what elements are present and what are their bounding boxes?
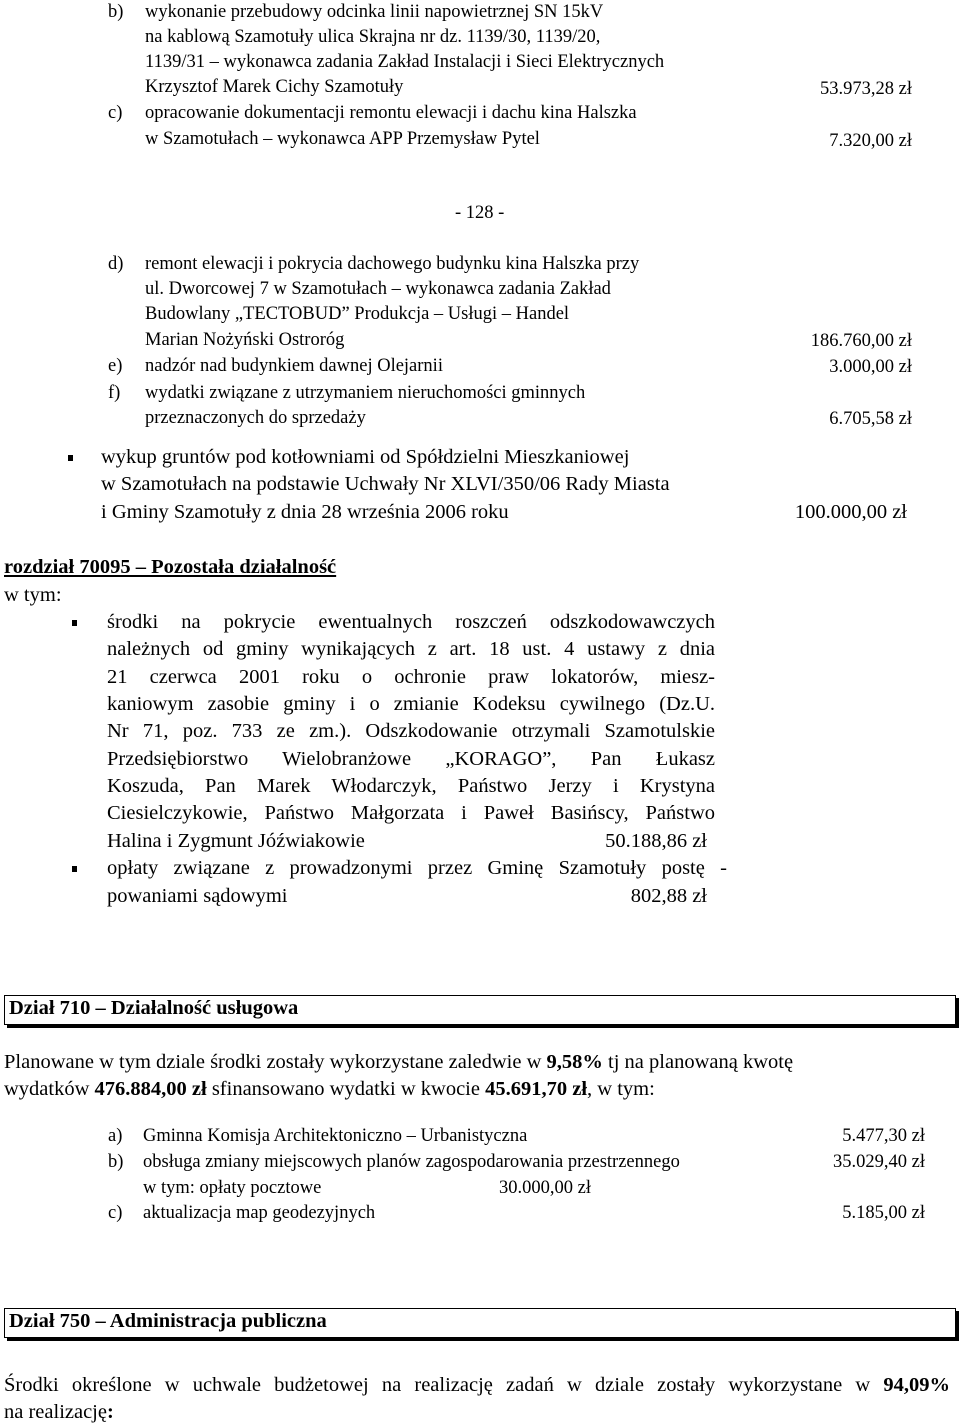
section-subtitle: w tym: bbox=[4, 584, 62, 606]
item-line: opracowanie dokumentacji remontu elewacji i dachu kina Halszka bbox=[145, 103, 637, 123]
item-line: Nr 71, poz. 733 ze zm.). Odszkodowanie otrzymali Szamotulskie bbox=[107, 720, 715, 742]
page-number: - 128 - bbox=[455, 203, 505, 223]
item-label: c) bbox=[108, 1203, 123, 1223]
item-amount: 186.760,00 zł bbox=[810, 331, 912, 351]
item-amount: 6.705,58 zł bbox=[829, 409, 912, 429]
paragraph-line: Planowane w tym dziale środki zostały wykorzystane zaledwie w 9,58% tj na planowaną kwotę bbox=[4, 1051, 794, 1073]
section-heading-710 bbox=[4, 995, 956, 1025]
item-text: aktualizacja map geodezyjnych bbox=[143, 1203, 376, 1223]
section-title: rozdział 70095 – Pozostała działalność bbox=[4, 556, 337, 578]
item-line: na kablową Szamotuły ulica Skrajna nr dz. 1139/30, 1139/20, bbox=[145, 27, 601, 47]
item-label: b) bbox=[108, 1152, 124, 1172]
item-line: 1139/31 – wykonawca zadania Zakład Instalacji i Sieci Elektrycznych bbox=[145, 52, 665, 72]
item-line: opłaty związane z prowadzonymi przez Gminę Szamotuły postę - bbox=[107, 857, 727, 879]
bullet-icon bbox=[68, 455, 73, 461]
item-line: Krzysztof Marek Cichy Szamotuły bbox=[145, 77, 404, 97]
item-label: d) bbox=[108, 254, 124, 274]
item-line: nadzór nad budynkiem dawnej Olejarnii bbox=[145, 356, 443, 376]
item-line: wykup gruntów pod kotłowniami od Spółdzielni Mieszkaniowej bbox=[101, 446, 630, 468]
item-amount: 30.000,00 zł bbox=[499, 1178, 591, 1198]
item-text: w tym: opłaty pocztowe bbox=[143, 1178, 322, 1198]
bullet-icon bbox=[72, 620, 77, 626]
item-amount: 100.000,00 zł bbox=[794, 501, 907, 523]
item-line: w Szamotułach – wykonawca APP Przemysław Pytel bbox=[145, 129, 540, 149]
item-line: wydatki związane z utrzymaniem nieruchomości gminnych bbox=[145, 383, 586, 403]
paragraph-line: wydatków 476.884,00 zł sfinansowano wydatki w kwocie 45.691,70 zł, w tym: bbox=[4, 1078, 655, 1100]
item-amount: 802,88 zł bbox=[630, 885, 707, 907]
paragraph-line: Środki określone w uchwale budżetowej na realizację zadań w dziale zostały wykorzystane w 94,09% bbox=[4, 1374, 950, 1396]
heading-text: Dział 710 – Działalność usługowa bbox=[9, 997, 299, 1019]
item-line: kaniowym zasobie gminy i o zmianie Kodeksu cywilnego (Dz.U. bbox=[107, 693, 715, 715]
item-line: powaniami sądowymi bbox=[107, 885, 288, 907]
item-line: Halina i Zygmunt Jóźwiakowie bbox=[107, 830, 365, 852]
item-amount: 7.320,00 zł bbox=[829, 131, 912, 151]
item-line: Koszuda, Pan Marek Włodarczyk, Państwo Jerzy i Krystyna bbox=[107, 775, 715, 797]
item-amount: 35.029,40 zł bbox=[833, 1152, 925, 1172]
item-amount: 5.185,00 zł bbox=[842, 1203, 925, 1223]
item-amount: 5.477,30 zł bbox=[842, 1126, 925, 1146]
item-line: przeznaczonych do sprzedaży bbox=[145, 408, 366, 428]
section-heading-750 bbox=[4, 1308, 956, 1338]
item-label: a) bbox=[108, 1126, 123, 1146]
item-line: 21 czerwca 2001 roku o ochronie praw lokatorów, miesz- bbox=[107, 666, 715, 688]
item-line: Ciesielczykowie, Państwo Małgorzata i Paweł Basińscy, Państwo bbox=[107, 802, 715, 824]
item-line: Marian Nożyński Ostroróg bbox=[145, 330, 345, 350]
item-line: i Gminy Szamotuły z dnia 28 września 2006 roku bbox=[101, 501, 509, 523]
item-amount: 50.188,86 zł bbox=[605, 830, 707, 852]
item-amount: 3.000,00 zł bbox=[829, 357, 912, 377]
paragraph-line: na realizację: bbox=[4, 1401, 114, 1423]
item-line: środki na pokrycie ewentualnych roszczeń odszkodowawczych bbox=[107, 611, 715, 633]
item-label: e) bbox=[108, 356, 123, 376]
item-text: obsługa zmiany miejscowych planów zagospodarowania przestrzennego bbox=[143, 1152, 680, 1172]
item-line: remont elewacji i pokrycia dachowego budynku kina Halszka przy bbox=[145, 254, 640, 274]
item-label: c) bbox=[108, 103, 123, 123]
item-line: ul. Dworcowej 7 w Szamotułach – wykonawca zadania Zakład bbox=[145, 279, 611, 299]
item-line: w Szamotułach na podstawie Uchwały Nr XLVI/350/06 Rady Miasta bbox=[101, 473, 670, 495]
item-text: Gminna Komisja Architektoniczno – Urbanistyczna bbox=[143, 1126, 528, 1146]
item-label: b) bbox=[108, 2, 124, 22]
item-line: Budowlany „TECTOBUD” Produkcja – Usługi – Handel bbox=[145, 304, 570, 324]
item-label: f) bbox=[108, 383, 121, 403]
item-line: należnych od gminy wynikających z art. 18 ust. 4 ustawy z dnia bbox=[107, 638, 715, 660]
heading-text: Dział 750 – Administracja publiczna bbox=[9, 1310, 327, 1332]
bullet-icon bbox=[72, 866, 77, 872]
item-line: Przedsiębiorstwo Wielobranżowe „KORAGO”, Pan Łukasz bbox=[107, 748, 715, 770]
item-line: wykonanie przebudowy odcinka linii napowietrznej SN 15kV bbox=[145, 2, 604, 22]
item-amount: 53.973,28 zł bbox=[820, 79, 912, 99]
